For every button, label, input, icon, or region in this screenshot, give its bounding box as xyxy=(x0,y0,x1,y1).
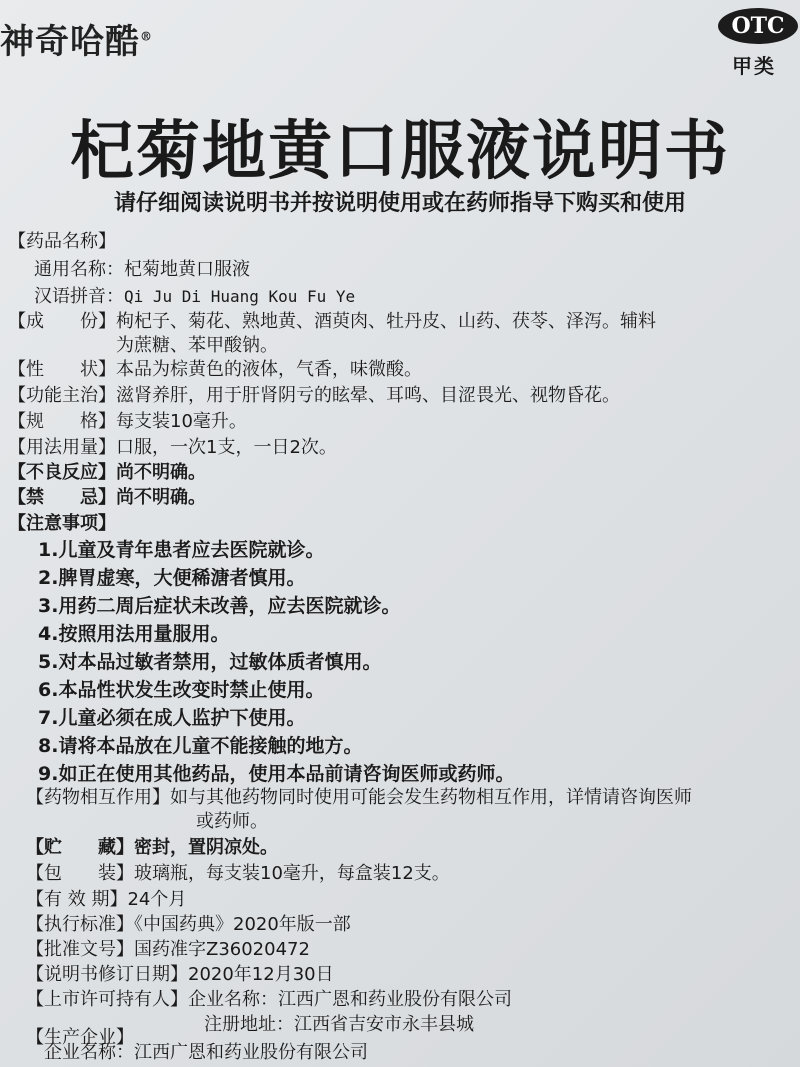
validity-row xyxy=(26,888,186,912)
function-row xyxy=(8,384,620,408)
storage-label: 【贮 藏】 xyxy=(26,837,134,858)
note-item: 6.本品性状发生改变时禁止使用。 xyxy=(38,679,325,701)
brand-name: 神奇哈酷 xyxy=(0,22,140,62)
package-value: 玻璃瓶，每支装10毫升，每盒装12支。 xyxy=(134,863,450,884)
adverse-row xyxy=(8,461,206,485)
approval-label: 【批准文号】 xyxy=(26,939,134,960)
adverse-label: 【不良反应】 xyxy=(8,462,116,483)
validity-label: 【有 效 期】 xyxy=(26,889,128,910)
spec-label: 【规 格】 xyxy=(8,411,116,432)
registered-mark: ® xyxy=(140,29,153,44)
package-label: 【包 装】 xyxy=(26,863,134,884)
manufacturer-heading: 【生产企业】 xyxy=(26,1027,134,1048)
approval-row xyxy=(26,938,310,962)
page-title: 杞菊地黄口服液说明书 xyxy=(70,114,730,189)
notes-heading: 【注意事项】 xyxy=(8,513,116,534)
interaction-row xyxy=(26,786,692,810)
note-item: 3.用药二周后症状未改善，应去医院就诊。 xyxy=(38,595,401,617)
drug-name-heading: 【药品名称】 xyxy=(8,231,116,252)
interaction-label: 【药物相互作用】 xyxy=(26,787,170,808)
standard-label: 【执行标准】 xyxy=(26,914,134,935)
storage-value: 密封，置阴凉处。 xyxy=(134,837,278,858)
ingredients-label: 【成 份】 xyxy=(8,311,116,332)
revision-value: 2020年12月30日 xyxy=(188,964,334,985)
usage-label: 【用法用量】 xyxy=(8,437,116,458)
ingredients-row xyxy=(8,310,656,334)
otc-badge: OTC xyxy=(718,8,798,44)
spec-row xyxy=(8,410,247,434)
property-value: 本品为棕黄色的液体，气香，味微酸。 xyxy=(116,359,422,380)
function-label: 【功能主治】 xyxy=(8,385,116,406)
adverse-value: 尚不明确。 xyxy=(116,462,206,483)
holder-address: 注册地址：江西省吉安市永丰县城 xyxy=(204,1014,474,1035)
contraindication-value: 尚不明确。 xyxy=(116,487,206,508)
note-item: 4.按照用法用量服用。 xyxy=(38,623,230,645)
contraindication-label: 【禁 忌】 xyxy=(8,487,116,508)
interaction-continuation: 或药师。 xyxy=(196,811,268,832)
note-item: 1.儿童及青年患者应去医院就诊。 xyxy=(38,539,325,561)
package-row xyxy=(26,862,450,886)
property-row xyxy=(8,358,422,382)
otc-grade: 甲类 xyxy=(732,54,776,78)
property-label: 【性 状】 xyxy=(8,359,116,380)
generic-name-value: 杞菊地黄口服液 xyxy=(124,259,250,280)
function-value: 滋肾养肝，用于肝肾阴亏的眩晕、耳鸣、目涩畏光、视物昏花。 xyxy=(116,385,620,406)
usage-row xyxy=(8,436,337,460)
holder-name: 企业名称：江西广恩和药业股份有限公司 xyxy=(188,989,512,1010)
generic-name-row xyxy=(34,258,250,282)
approval-value: 国药准字Z36020472 xyxy=(134,939,310,960)
usage-value: 口服，一次1支，一日2次。 xyxy=(116,437,337,458)
standard-value: 《中国药典》2020年版一部 xyxy=(134,914,351,935)
note-item: 2.脾胃虚寒，大便稀溏者慎用。 xyxy=(38,567,306,589)
validity-value: 24个月 xyxy=(127,889,187,910)
ingredients-continuation: 为蔗糖、苯甲酸钠。 xyxy=(116,335,278,356)
revision-row xyxy=(26,963,334,987)
spec-value: 每支装10毫升。 xyxy=(116,411,247,432)
pinyin-label: 汉语拼音： xyxy=(34,286,124,307)
note-item: 8.请将本品放在儿童不能接触的地方。 xyxy=(38,735,363,757)
holder-row xyxy=(26,988,512,1012)
generic-name-label: 通用名称： xyxy=(34,259,124,280)
revision-label: 【说明书修订日期】 xyxy=(26,964,188,985)
brand-logo xyxy=(0,14,153,63)
interaction-value: 如与其他药物同时使用可能会发生药物相互作用，详情请咨询医师 xyxy=(170,787,692,808)
ingredients-value: 枸杞子、菊花、熟地黄、酒萸肉、牡丹皮、山药、茯苓、泽泻。辅料 xyxy=(116,311,656,332)
note-item: 5.对本品过敏者禁用，过敏体质者慎用。 xyxy=(38,651,382,673)
manufacturer-name: 企业名称：江西广恩和药业股份有限公司 xyxy=(44,1042,368,1063)
holder-label: 【上市许可持有人】 xyxy=(26,989,188,1010)
note-item: 7.儿童必须在成人监护下使用。 xyxy=(38,707,306,729)
page-subtitle: 请仔细阅读说明书并按说明使用或在药师指导下购买和使用 xyxy=(113,191,686,216)
pinyin-value: Qi Ju Di Huang Kou Fu Ye xyxy=(124,287,356,306)
standard-row xyxy=(26,913,351,937)
storage-row xyxy=(26,836,278,860)
note-item: 9.如正在使用其他药品，使用本品前请咨询医师或药师。 xyxy=(38,763,515,785)
contraindication-row xyxy=(8,486,206,510)
pinyin-row xyxy=(34,285,355,309)
